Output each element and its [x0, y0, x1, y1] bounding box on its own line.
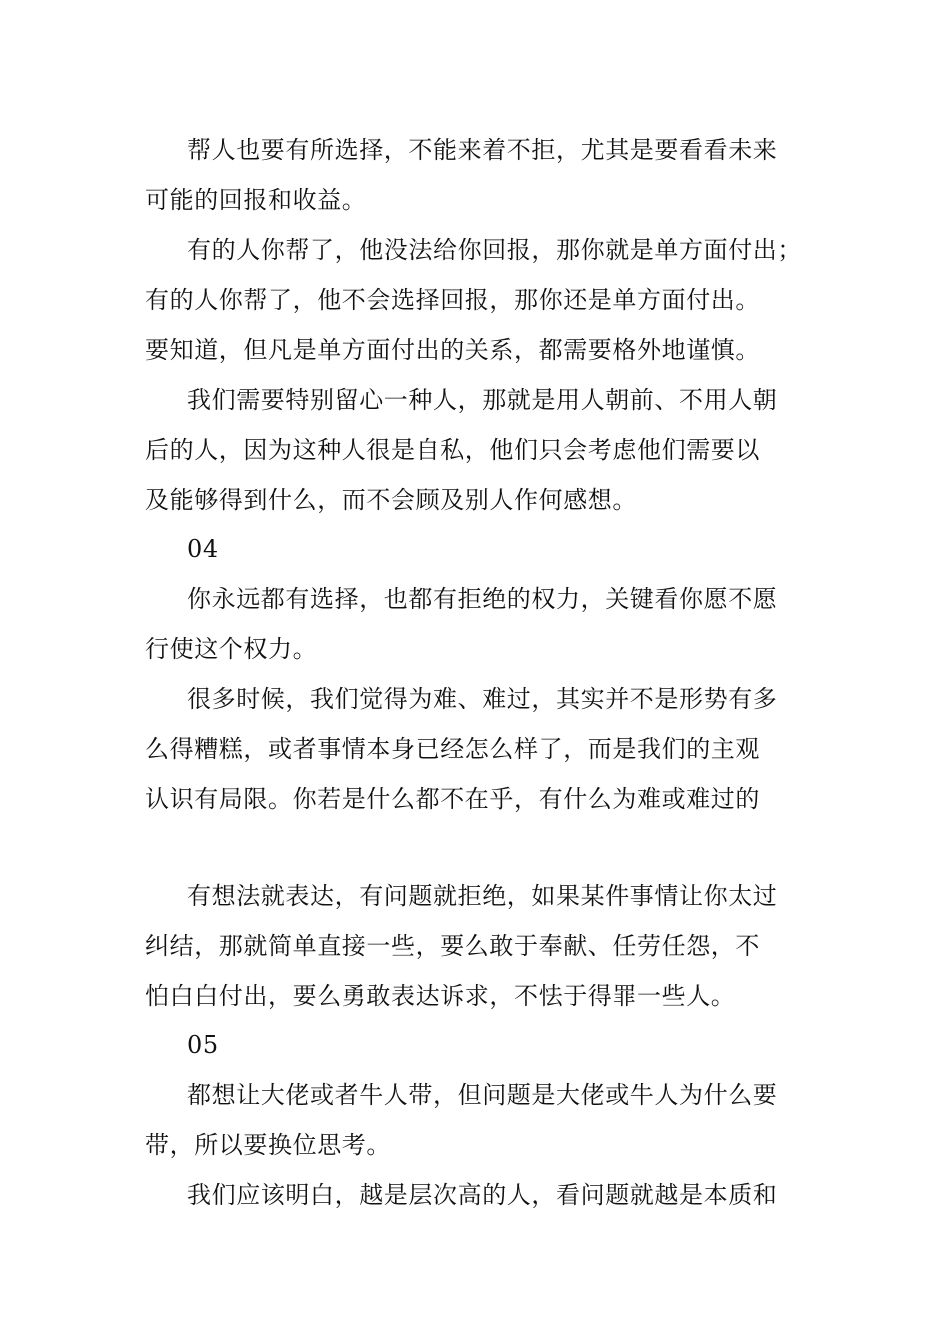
paragraph-line: 行使这个权力。 [145, 635, 318, 663]
paragraph-line: 有的人你帮了，他不会选择回报，那你还是单方面付出。 [145, 286, 760, 314]
section-number: 05 [187, 1031, 219, 1059]
paragraph-line: 有想法就表达，有问题就拒绝，如果某件事情让你太过 [187, 882, 778, 910]
paragraph-line: 可能的回报和收益。 [145, 186, 367, 214]
paragraph-line: 我们需要特别留心一种人，那就是用人朝前、不用人朝 [187, 386, 778, 414]
paragraph-line: 我们应该明白，越是层次高的人，看问题就越是本质和 [187, 1181, 778, 1209]
paragraph-line: 有的人你帮了，他没法给你回报，那你就是单方面付出； [187, 236, 802, 264]
paragraph-line: 都想让大佬或者牛人带，但问题是大佬或牛人为什么要 [187, 1081, 778, 1109]
paragraph-line: 认识有局限。你若是什么都不在乎，有什么为难或难过的 [145, 785, 760, 813]
paragraph-line: 帮人也要有所选择，不能来着不拒，尤其是要看看未来 [187, 136, 778, 164]
paragraph-line: 带，所以要换位思考。 [145, 1131, 391, 1159]
paragraph-line: 及能够得到什么，而不会顾及别人作何感想。 [145, 486, 637, 514]
paragraph-line: 怕白白付出，要么勇敢表达诉求，不怯于得罪一些人。 [145, 982, 736, 1010]
paragraph-line: 你永远都有选择，也都有拒绝的权力，关键看你愿不愿 [187, 585, 778, 613]
paragraph-line: 很多时候，我们觉得为难、难过，其实并不是形势有多 [187, 685, 778, 713]
paragraph-line: 么得糟糕，或者事情本身已经怎么样了，而是我们的主观 [145, 735, 760, 763]
paragraph-line: 要知道，但凡是单方面付出的关系，都需要格外地谨慎。 [145, 336, 760, 364]
paragraph-line: 纠结，那就简单直接一些，要么敢于奉献、任劳任怨，不 [145, 932, 760, 960]
section-number: 04 [187, 535, 219, 563]
paragraph-line: 后的人，因为这种人很是自私，他们只会考虑他们需要以 [145, 436, 760, 464]
